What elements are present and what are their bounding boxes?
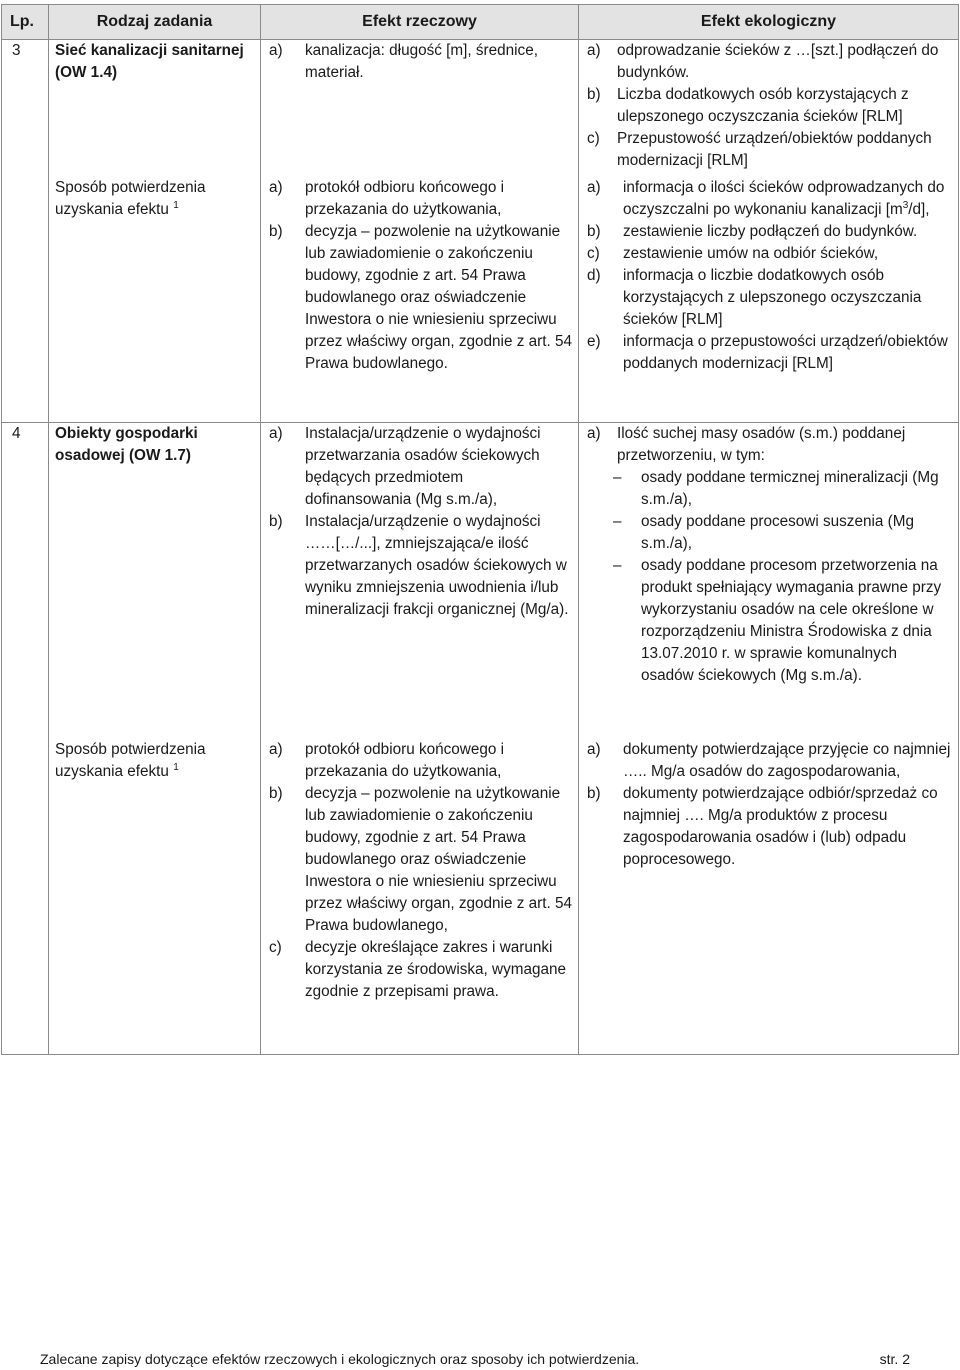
dash-list-item [611, 511, 952, 555]
material-effect-cell [261, 40, 579, 177]
list-marker: b) [587, 86, 601, 103]
list-text: informacja o liczbie dodatkowych osób korzystających z ulepszonego oczyszczania ścieków [RLM] [623, 266, 922, 328]
task-title: Obiekty gospodarki osadowej (OW 1.7) [49, 423, 261, 739]
footnote-marker: 1 [173, 761, 179, 773]
list-item [585, 739, 952, 783]
header-material-effect: Efekt rzeczowy [261, 5, 579, 40]
list-text: zestawienie umów na odbiór ścieków, [623, 244, 879, 262]
dash-marker: – [613, 469, 622, 486]
dash-list-item [611, 555, 952, 687]
list-text: decyzja – pozwolenie na użytkowanie lub zawiadomienie o zakończeniu budowy, zgodnie z art. 54 Prawa budowlanego oraz oświadczenie Inwestora o nie wniesieniu sprzeciwu przez właściwy organ, zgodnie z art. 54 Prawa budowlanego. [305, 222, 572, 372]
list-text: protokół odbioru końcowego i przekazania do użytkowania, [305, 740, 504, 780]
material-confirmation-cell [261, 177, 579, 423]
list-text: zestawienie liczby podłączeń do budynków. [623, 222, 918, 240]
list-item [585, 783, 952, 871]
ecological-effect-cell [579, 40, 959, 177]
list-text: informacja o ilości ścieków odprowadzanych do oczyszczalni po wykonaniu kanalizacji [m [623, 178, 945, 218]
page-number: str. 2 [879, 1351, 910, 1367]
list-item [267, 937, 572, 1003]
list-marker: a) [587, 42, 601, 59]
list-marker: b) [587, 784, 601, 802]
material-effect-cell [261, 423, 579, 739]
list-marker: a) [269, 425, 283, 442]
list-marker: d) [587, 266, 601, 284]
list-item [267, 40, 572, 84]
page-footer [40, 1350, 910, 1368]
list-text: Instalacja/urządzenie o wydajności przetwarzania osadów ściekowych będących przedmiotem dofinansowania (Mg s.m./a), [305, 425, 541, 508]
table-row [2, 177, 959, 423]
footnote-marker: 1 [173, 199, 179, 211]
list-item [585, 128, 952, 172]
list-text: Instalacja/urządzenie o wydajności ……[…/...], zmniejszająca/e ilość przetwarzanych osadów ściekowych w wyniku zmniejszenia uwodnienia i/lub mineralizacji frakcji organicznej (Mg/a). [305, 513, 569, 618]
list-marker: a) [587, 178, 601, 196]
list-item [267, 423, 572, 511]
confirmation-label: Sposób potwierdzenia uzyskania efektu $^1$ [49, 739, 261, 1055]
list-text: osady poddane procesom przetworzenia na produkt spełniający wymagania prawne przy wykorzystaniu osadów na cele określone w rozporządzeniu Ministra Środowiska z dnia 13.07.2010 r. w sprawie komunalnych osadów ściekowych (Mg s.m./a). [641, 557, 942, 684]
list-item [585, 40, 952, 84]
ecological-confirmation-cell [579, 739, 959, 1055]
list-marker: a) [269, 178, 283, 196]
footer-text: Zalecane zapisy dotyczące efektów rzeczowych i ekologicznych oraz sposoby ich potwierdzenia. [40, 1351, 640, 1367]
list-marker: a) [587, 740, 601, 758]
list-marker: c) [269, 938, 282, 956]
row-number: 3 [2, 40, 49, 177]
list-item [585, 243, 952, 265]
table-header-row [2, 5, 959, 40]
list-text: protokół odbioru końcowego i przekazania do użytkowania, [305, 178, 504, 218]
list-text: kanalizacja: długość [m], średnice, materiał. [305, 42, 538, 81]
dash-list [611, 467, 952, 687]
list-item [585, 177, 952, 221]
list-item [585, 84, 952, 128]
list-text: Liczba dodatkowych osób korzystających z ulepszonego oczyszczania ścieków [RLM] [617, 86, 909, 125]
material-effect-list [267, 423, 572, 621]
ecological-effect-list [585, 40, 952, 172]
list-text: osady poddane termicznej mineralizacji (Mg s.m./a), [641, 469, 939, 508]
material-effect-list [267, 40, 572, 84]
material-confirmation-list [267, 177, 572, 375]
ecological-confirmation-cell [579, 177, 959, 423]
list-marker: a) [269, 740, 283, 758]
list-marker: b) [269, 784, 283, 802]
header-lp: Lp. [2, 5, 49, 40]
list-item [267, 511, 572, 621]
material-confirmation-cell [261, 739, 579, 1055]
list-item [585, 221, 952, 243]
list-marker: a) [587, 425, 601, 442]
ecological-confirmation-list [585, 177, 952, 375]
header-task-type: Rodzaj zadania [49, 5, 261, 40]
unit-superscript: 3 [902, 199, 909, 211]
list-text: decyzje określające zakres i warunki korzystania ze środowiska, wymagane zgodnie z przepisami prawa. [305, 938, 567, 1000]
list-text: Przepustowość urządzeń/obiektów poddanych modernizacji [RLM] [617, 130, 932, 169]
list-text: Ilość suchej masy osadów (s.m.) poddanej przetworzeniu, w tym: [617, 425, 906, 464]
list-item [585, 331, 952, 375]
list-marker: a) [269, 42, 283, 59]
list-marker: b) [269, 513, 283, 530]
list-item [267, 739, 572, 783]
table-row [2, 40, 959, 177]
list-text: informacja o przepustowości urządzeń/obiektów poddanych modernizacji [RLM] [623, 332, 948, 372]
table-row [2, 423, 959, 739]
list-marker: b) [587, 222, 601, 240]
dash-list-item [611, 467, 952, 511]
list-item [267, 221, 572, 375]
list-marker: e) [587, 332, 601, 350]
ecological-effect-cell [579, 423, 959, 739]
list-text: dokumenty potwierdzające przyjęcie co najmniej ….. Mg/a osadów do zagospodarowania, [623, 740, 951, 780]
list-item [267, 783, 572, 937]
list-text: decyzja – pozwolenie na użytkowanie lub zawiadomienie o zakończeniu budowy, zgodnie z art. 54 Prawa budowlanego oraz oświadczenie Inwestora o nie wniesieniu sprzeciwu przez właściwy organ, zgodnie z art. 54 Prawa budowlanego, [305, 784, 572, 934]
task-title: Sieć kanalizacji sanitarnej (OW 1.4) [49, 40, 261, 177]
dash-marker: – [613, 557, 622, 574]
list-text: osady poddane procesowi suszenia (Mg s.m./a), [641, 513, 914, 552]
material-confirmation-list [267, 739, 572, 1003]
list-text: dokumenty potwierdzające odbiór/sprzedaż co najmniej …. Mg/a produktów z procesu zagospodarowania osadów i (lub) odpadu poprocesowego. [623, 784, 938, 868]
list-text: odprowadzanie ścieków z …[szt.] podłączeń do budynków. [617, 42, 939, 81]
confirmation-label: Sposób potwierdzenia uzyskania efektu $^1$ [49, 177, 261, 423]
ecological-effect-list [585, 423, 952, 687]
list-item [267, 177, 572, 221]
list-marker: b) [269, 222, 283, 240]
list-text: /d], [908, 200, 930, 218]
list-item [585, 423, 952, 687]
list-marker: c) [587, 130, 600, 147]
list-item [585, 265, 952, 331]
dash-marker: – [613, 513, 622, 530]
ecological-confirmation-list [585, 739, 952, 871]
effects-table [1, 4, 959, 1055]
header-ecological-effect: Efekt ekologiczny [579, 5, 959, 40]
table-row [2, 739, 959, 1055]
row-number: 4 [2, 423, 49, 739]
list-marker: c) [587, 244, 600, 262]
